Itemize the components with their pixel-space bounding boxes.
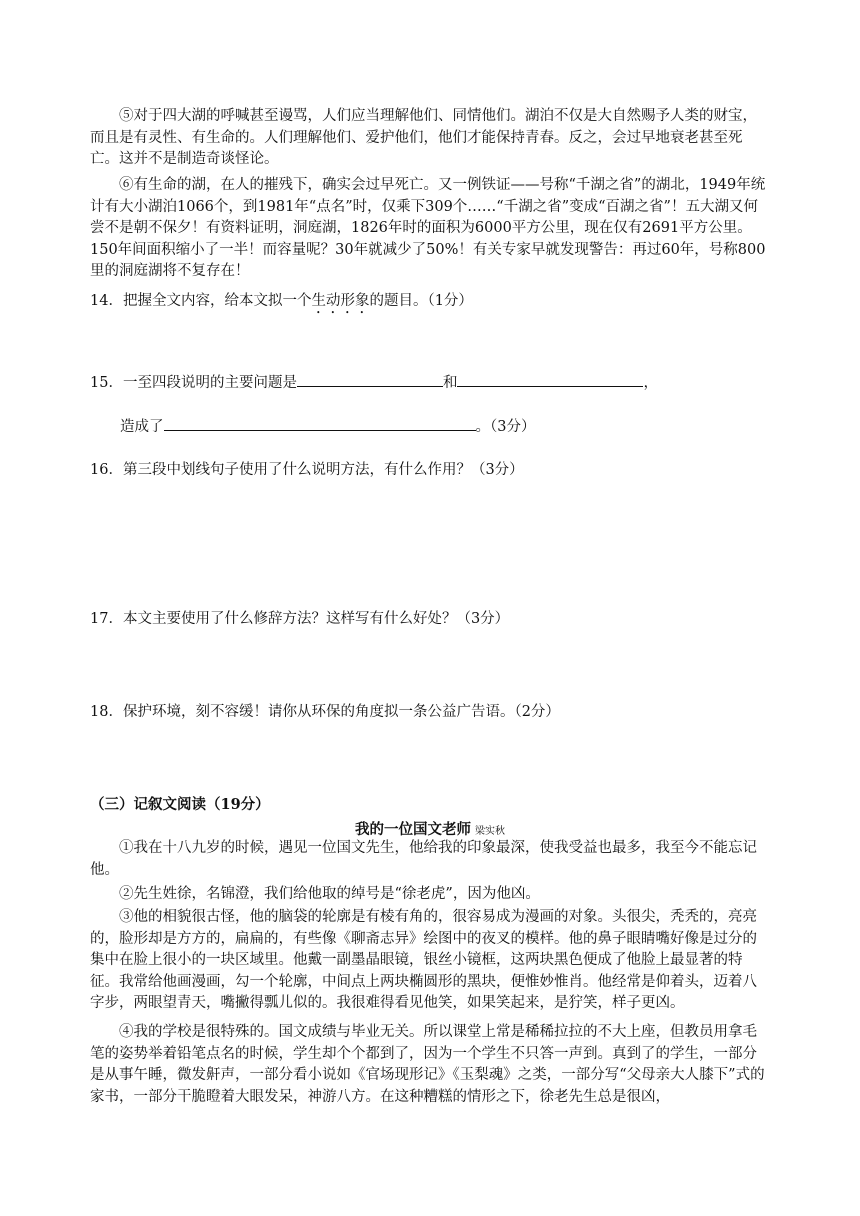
- question-16: 16．第三段中划线句子使用了什么说明方法，有什么作用？（3分）: [90, 462, 524, 478]
- article-title: [0, 818, 860, 839]
- question-15: [90, 370, 780, 394]
- story-paragraph-2: ②先生姓徐，名锦澄，我们给他取的绰号是“徐老虎”，因为他凶。: [119, 886, 540, 902]
- answer-blank-2[interactable]: [457, 370, 643, 387]
- question-14-text: 14．把握全文内容，给本文拟一个: [90, 293, 312, 309]
- question-14: [90, 290, 780, 317]
- section-heading: （三）记叙文阅读（19分）: [90, 796, 270, 813]
- paragraph-6: ⑥有生命的湖，在人的摧残下，确实会过早死亡。又一例铁证——号称“千湖之省”的湖北，1949年统计有大小湖泊1066个，到1981年“点名”时，仅乘下309个……“千湖之省”变成“百湖之省”！五大湖又何尝不是朝不保夕！有资料证明，洞庭湖，1826年时的面积为6000平方公里，现在仅有2691平方公里。150年间面积缩小了一半！而容量呢？30年就减少了50%！有关专家早就发现警告：再过60年，号称800里的洞庭湖将不复存在！: [90, 177, 766, 279]
- article-title-text: 我的一位国文老师: [355, 821, 471, 838]
- question-15-comma: ，: [643, 375, 658, 391]
- article-author: 梁实秋: [475, 826, 505, 837]
- question-15-score: 。（3分）: [475, 419, 536, 435]
- story-paragraph-3: ③他的相貌很古怪，他的脑袋的轮廓是有棱有角的，很容易成为漫画的对象。头很尖，秃秃的，亮亮的，脸形却是方方的，扁扁的，有些像《聊斋志异》绘图中的夜叉的模样。他的鼻子眼睛嘴好像是过分的集中在脸上很小的一块区域里。他戴一副墨晶眼镜，银丝小镜框，这两块黑色便成了他脸上最显著的特征。我常给他画漫画，勾一个轮廓，中间点上两块椭圆形的黑块，便惟妙惟肖。他经常是仰着头，迈着八字步，两眼望青天，嘴撇得瓢儿似的。我很难得看见他笑，如果笑起来，是狞笑，样子更凶。: [90, 909, 757, 1011]
- question-14-emphasis: 生动形象: [311, 293, 370, 309]
- question-17: 17．本文主要使用了什么修辞方法？这样写有什么好处？（3分）: [90, 611, 510, 627]
- question-15-text: 15．一至四段说明的主要问题是: [90, 375, 297, 391]
- question-18: 18．保护环境，刻不容缓！请你从环保的角度拟一条公益广告语。（2分）: [90, 704, 560, 720]
- question-15-cause: 造成了: [120, 419, 164, 435]
- answer-blank-3[interactable]: [164, 414, 476, 431]
- story-paragraph-4: ④我的学校是很特殊的。国文成绩与毕业无关。所以课堂上常是稀稀拉拉的不大上座，但教员用拿毛笔的姿势举着铅笔点名的时候，学生却个个都到了，因为一个学生不只答一声到。真到了的学生，一部分是从事午睡，微发鼾声，一部分看小说如《官场现形记》《玉梨魂》之类，一部分写“父母亲大人膝下”式的家书，一部分干脆瞪着大眼发呆，神游八方。在这种糟糕的情形之下，徐老先生总是很凶，: [90, 1024, 765, 1105]
- paragraph-5: ⑤对于四大湖的呼喊甚至谩骂，人们应当理解他们、同情他们。湖泊不仅是大自然赐予人类的财宝，而且是有灵性、有生命的。人们理解他们、爱护他们，他们才能保持青春。反之，会过早地衰老甚至死亡。这并不是制造奇谈怪论。: [90, 108, 757, 167]
- answer-blank-1[interactable]: [297, 370, 443, 387]
- question-15-cont: [120, 414, 810, 438]
- story-paragraph-1: ①我在十八九岁的时候，遇见一位国文先生，他给我的印象最深，使我受益也最多，我至今不能忘记他。: [90, 840, 757, 878]
- question-15-and: 和: [442, 375, 458, 391]
- question-14-tail: 的题目。（1分）: [369, 293, 473, 309]
